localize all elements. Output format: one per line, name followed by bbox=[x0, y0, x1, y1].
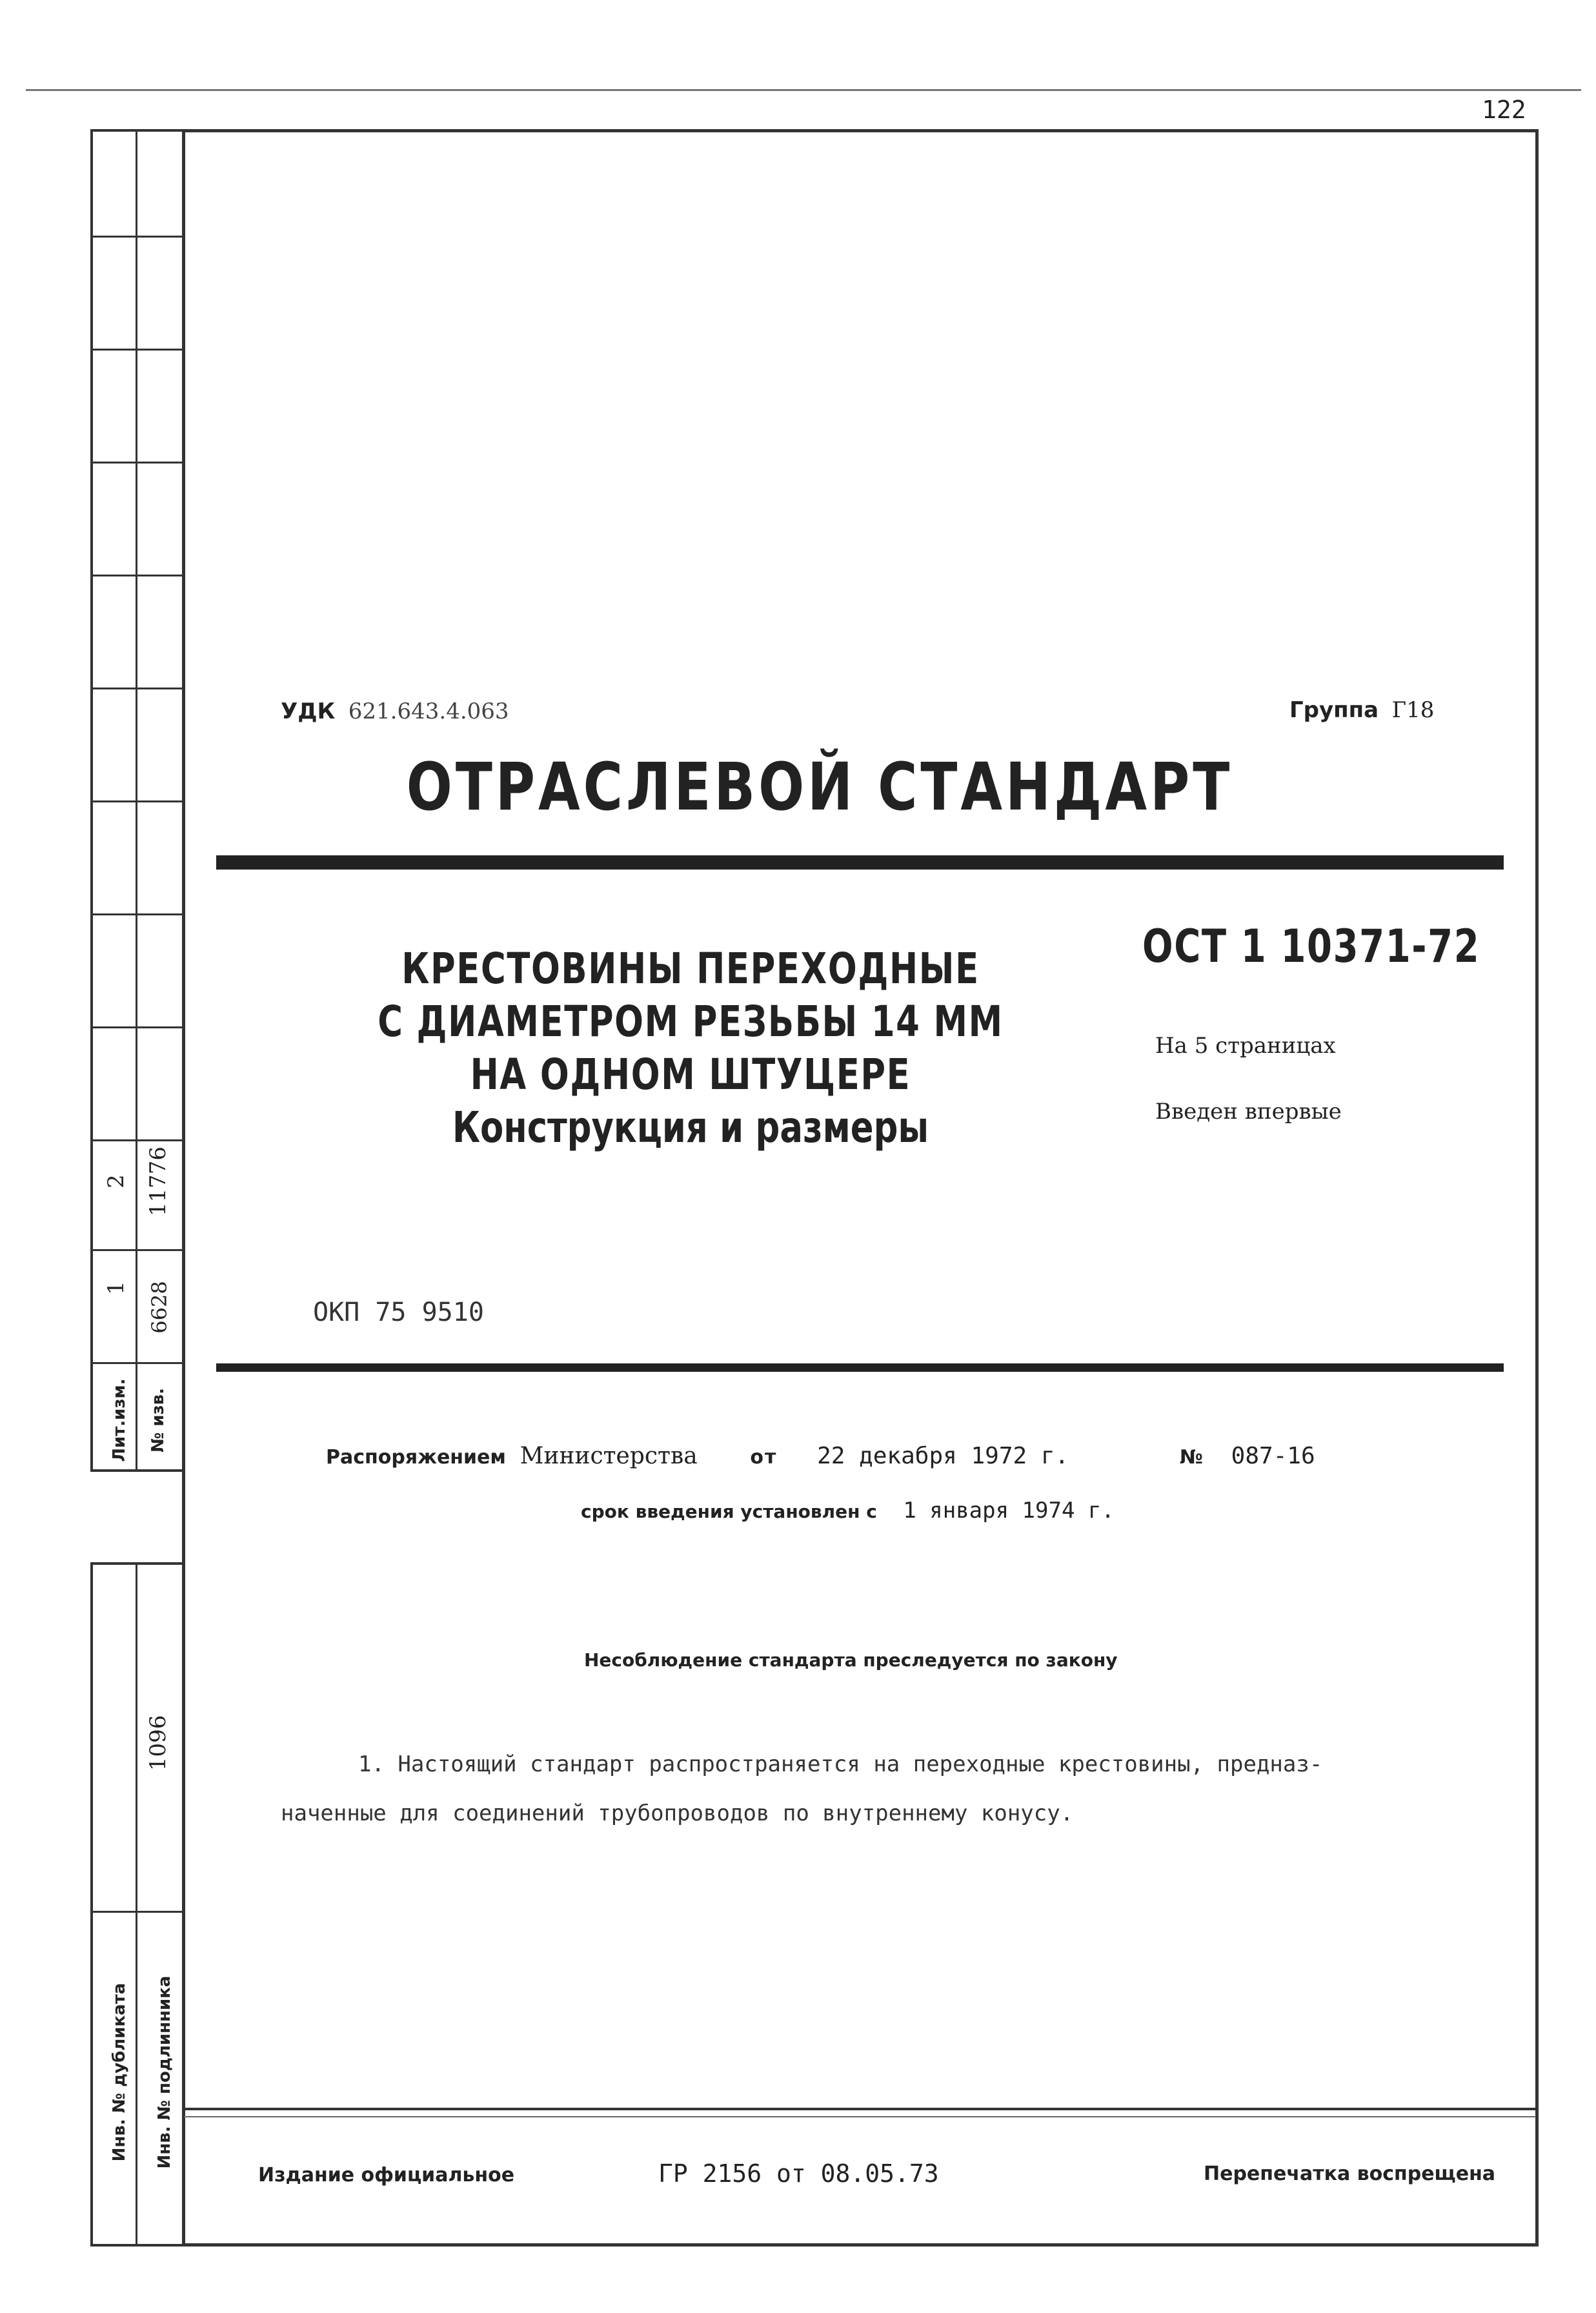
group-value: Г18 bbox=[1391, 697, 1435, 723]
standard-code: ОСТ 1 10371-72 bbox=[1142, 920, 1480, 973]
stamp-rule bbox=[90, 462, 184, 464]
side-stamp-lower-divider bbox=[136, 1562, 137, 2247]
doc-title bbox=[271, 943, 1110, 1154]
doc-subtitle: Конструкция и размеры bbox=[452, 1103, 929, 1152]
stamp-duplicate-label: Инв. № дубликата bbox=[110, 1982, 129, 2162]
effective-date: 1 января 1974 г. bbox=[903, 1498, 1115, 1523]
title-rule bbox=[216, 855, 1504, 870]
stamp-rule bbox=[90, 349, 184, 351]
udk-value: 621.643.4.063 bbox=[348, 698, 509, 724]
banner-title: ОТРАСЛЕВОЙ СТАНДАРТ bbox=[406, 749, 1233, 826]
page-frame bbox=[182, 129, 1539, 2247]
stamp-rule bbox=[90, 1249, 184, 1251]
order-prefix: Распоряжением bbox=[326, 1446, 506, 1469]
footer-reprint: Перепечатка воспрещена bbox=[1204, 2163, 1496, 2185]
stamp-rule bbox=[90, 575, 184, 576]
order-number-label: № bbox=[1179, 1446, 1204, 1469]
footer-rule bbox=[184, 2108, 1536, 2110]
order-line bbox=[326, 1443, 1359, 1469]
stamp-rule bbox=[90, 1911, 184, 1913]
stamp-rule bbox=[90, 236, 184, 238]
udk-label: УДК bbox=[281, 698, 336, 724]
okp-rule bbox=[216, 1363, 1504, 1372]
paragraph-1-line2: наченные для соединений трубопроводов по внутреннему конусу. bbox=[281, 1800, 1074, 1826]
footer-registration: ГР 2156 от 08.05.73 bbox=[658, 2159, 939, 2188]
paragraph-1-line1: 1. Настоящий стандарт распространяется на переходные крестовины, предназ- bbox=[358, 1751, 1323, 1777]
pages-note: На 5 страницах bbox=[1155, 1033, 1336, 1059]
doc-title-line1: КРЕСТОВИНЫ ПЕРЕХОДНЫЕ bbox=[401, 944, 980, 993]
group-label: Группа bbox=[1289, 697, 1379, 723]
group-line bbox=[1289, 697, 1434, 723]
udk-line bbox=[281, 698, 509, 724]
stamp-rule bbox=[90, 1362, 184, 1364]
stamp-col1-num: 1 bbox=[103, 1281, 129, 1295]
stamp-change-no: 6628 bbox=[147, 1281, 172, 1334]
footer-rule-inner bbox=[184, 2116, 1536, 2117]
order-date: 22 декабря 1972 г. bbox=[817, 1443, 1069, 1469]
stamp-col2-num: 2 bbox=[103, 1174, 129, 1188]
paragraph-1 bbox=[281, 1740, 1322, 1838]
stamp-rule bbox=[90, 1026, 184, 1028]
page-number: 122 bbox=[1482, 96, 1526, 124]
stamp-izv-label: № изв. bbox=[148, 1388, 168, 1452]
order-from: от bbox=[750, 1446, 778, 1469]
stamp-rule bbox=[90, 688, 184, 689]
effective-line bbox=[581, 1498, 1115, 1523]
stamp-rule bbox=[90, 800, 184, 802]
order-ministry: Министерства bbox=[520, 1443, 698, 1469]
law-notice: Несоблюдение стандарта преследуется по закону bbox=[584, 1649, 1118, 1671]
scan-edge-line bbox=[26, 89, 1581, 91]
order-number: 087-16 bbox=[1231, 1443, 1315, 1469]
intro-note: Введен впервые bbox=[1155, 1099, 1342, 1125]
effective-label: срок введения установлен с bbox=[581, 1501, 877, 1522]
stamp-rule bbox=[90, 913, 184, 915]
okp-code: ОКП 75 9510 bbox=[313, 1298, 484, 1327]
stamp-doc-no: 11776 bbox=[145, 1146, 171, 1217]
doc-title-line2: С ДИАМЕТРОМ РЕЗЬБЫ 14 ММ bbox=[378, 997, 1004, 1046]
stamp-original-label: Инв. № подлинника bbox=[155, 1975, 174, 2169]
footer-edition: Издание официальное bbox=[258, 2164, 515, 2186]
stamp-inv-value: 1096 bbox=[145, 1715, 171, 1771]
stamp-lit-label: Лит.изм. bbox=[110, 1378, 129, 1462]
doc-title-line3: НА ОДНОМ ШТУЦЕРЕ bbox=[470, 1050, 911, 1099]
